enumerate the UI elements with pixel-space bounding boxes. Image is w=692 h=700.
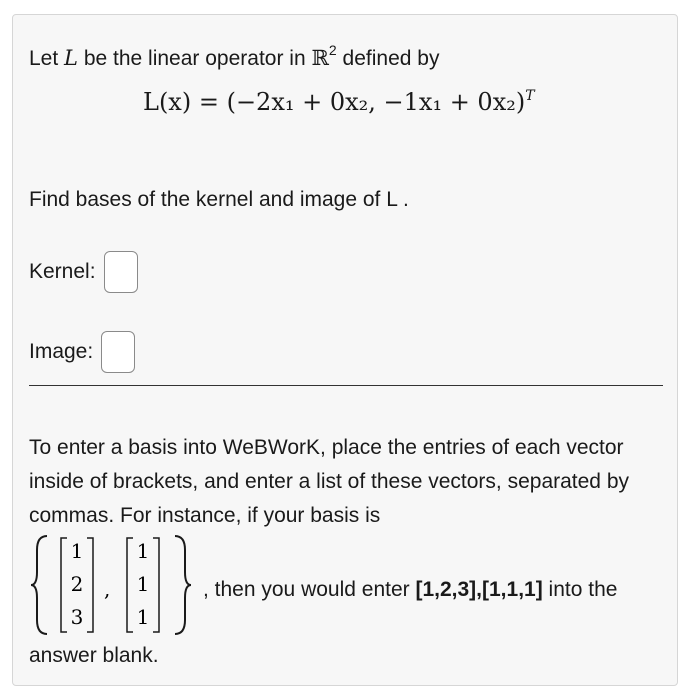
instructions-text: To enter a basis into WeBWorK, place the entries of each vector inside of brackets, and enter a list of these vectors, separated by commas. For instance, if your basis is (29, 436, 629, 527)
vector-1-left-bracket (61, 538, 67, 632)
vector-2-entry: 1 (136, 605, 150, 629)
kernel-answer-row (29, 251, 138, 293)
vector-2-right-bracket (153, 538, 159, 632)
equation-rhs: (−2x₁ + 0x₂, −1x₁ + 0x₂) (226, 88, 526, 116)
intro-text-3: defined by (336, 47, 440, 70)
operator-name: L (64, 46, 78, 70)
example-basis (29, 530, 669, 640)
right-brace (175, 536, 191, 634)
instructions-last-line: answer blank. (29, 644, 159, 667)
kernel-label: Kernel: (29, 260, 96, 283)
example-entry: [1,2,3],[1,1,1] (415, 578, 543, 601)
problem-card (12, 14, 678, 686)
intro-text-2: be the linear operator in (77, 47, 312, 70)
operator-equation (143, 88, 535, 116)
vector-1-entry: 2 (70, 572, 84, 596)
problem-intro (29, 33, 439, 76)
image-label: Image: (29, 340, 94, 363)
task-text: Find bases of the kernel and image of L . (29, 188, 409, 211)
intro-text-1: Let (29, 47, 65, 70)
then-suffix: into the (542, 578, 618, 601)
vector-2-entry: 1 (136, 572, 150, 596)
space-exponent: 2 (328, 42, 337, 58)
left-brace (31, 536, 47, 634)
divider (29, 385, 663, 386)
vector-1-entry: 1 (70, 539, 84, 563)
equation-transpose: T (525, 88, 535, 104)
image-answer-row (29, 331, 135, 373)
then-prefix: , then you would enter (203, 578, 416, 601)
vector-2-entry: 1 (136, 539, 150, 563)
example-entry-sentence (203, 578, 617, 602)
vector-2-left-bracket (127, 538, 133, 632)
image-input[interactable] (101, 331, 135, 373)
example-basis-set (29, 530, 201, 640)
vector-1-right-bracket (87, 538, 93, 632)
vector-1-entry: 3 (70, 605, 84, 629)
kernel-input[interactable] (104, 251, 138, 293)
vector-separator: , (104, 577, 111, 601)
space-symbol: ℝ (311, 46, 329, 70)
equation-lhs: L(x) = (143, 88, 227, 116)
